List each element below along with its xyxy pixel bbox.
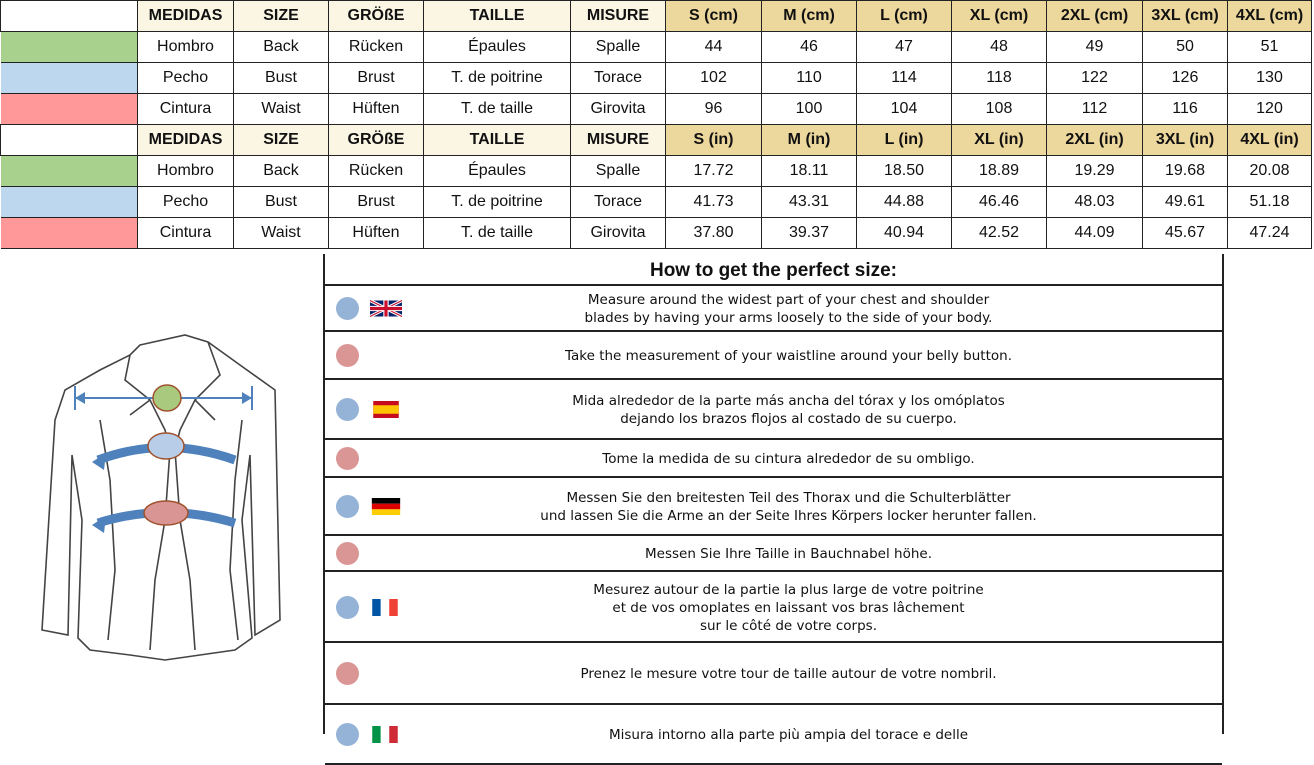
table-header-cell: S (cm)	[666, 1, 762, 32]
table-row	[1, 32, 1312, 63]
size-guide-panel	[323, 254, 1224, 743]
table-cell: Épaules	[424, 32, 571, 63]
table-cell: 18.50	[857, 156, 952, 187]
table-header-row	[1, 125, 1312, 156]
table-cell: 130	[1228, 63, 1312, 94]
table-header-cell: 2XL (cm)	[1047, 1, 1143, 32]
waist-dot-icon	[336, 344, 359, 367]
table-cell: Hüften	[329, 94, 424, 125]
table-cell: 102	[666, 63, 762, 94]
table-cell: 47	[857, 32, 952, 63]
table-cell: 116	[1143, 94, 1228, 125]
table-cell: 48.03	[1047, 187, 1143, 218]
table-cell: 118	[952, 63, 1047, 94]
table-cell: Spalle	[571, 32, 666, 63]
table-cell: 110	[762, 63, 857, 94]
guide-row	[325, 286, 1222, 332]
blank-cell	[1, 125, 138, 156]
table-cell: 49	[1047, 32, 1143, 63]
guide-instruction-text: Misura intorno alla parte più ampia del torace e delle	[608, 727, 969, 743]
table-header-cell: MISURE	[571, 125, 666, 156]
table-cell: 51	[1228, 32, 1312, 63]
color-swatch	[1, 94, 138, 125]
color-swatch	[1, 156, 138, 187]
table-cell: Waist	[234, 94, 329, 125]
table-cell: 50	[1143, 32, 1228, 63]
chest-dot-icon	[336, 297, 359, 320]
table-cell: Hombro	[138, 156, 234, 187]
table-header-cell: 2XL (in)	[1047, 125, 1143, 156]
table-header-cell: XL (cm)	[952, 1, 1047, 32]
color-swatch	[1, 218, 138, 249]
table-cell: 44	[666, 32, 762, 63]
table-header-cell: MISURE	[571, 1, 666, 32]
table-cell: 49.61	[1143, 187, 1228, 218]
table-cell: 47.24	[1228, 218, 1312, 249]
table-cell: 108	[952, 94, 1047, 125]
france-flag-icon	[370, 599, 402, 616]
table-row	[1, 63, 1312, 94]
italy-flag-icon	[370, 726, 402, 743]
table-cell: 42.52	[952, 218, 1047, 249]
table-cell: 41.73	[666, 187, 762, 218]
table-cell: Bust	[234, 187, 329, 218]
table-cell: Waist	[234, 218, 329, 249]
table-header-cell: 3XL (in)	[1143, 125, 1228, 156]
table-cell: 18.89	[952, 156, 1047, 187]
table-header-cell: L (cm)	[857, 1, 952, 32]
table-cell: T. de poitrine	[424, 187, 571, 218]
color-swatch	[1, 32, 138, 63]
guide-instruction-text: Tome la medida de su cintura alrededor de su ombligo.	[602, 451, 975, 467]
table-header-cell: MEDIDAS	[138, 1, 234, 32]
waist-dot-icon	[336, 542, 359, 565]
guide-row	[325, 440, 1222, 478]
table-row	[1, 156, 1312, 187]
table-cell: 19.68	[1143, 156, 1228, 187]
uk-flag-icon	[370, 300, 402, 317]
table-cell: Torace	[571, 187, 666, 218]
table-cell: T. de poitrine	[424, 63, 571, 94]
table-cell: 120	[1228, 94, 1312, 125]
table-header-cell: 4XL (cm)	[1228, 1, 1312, 32]
table-header-cell: TAILLE	[424, 125, 571, 156]
shoulder-marker	[153, 385, 181, 411]
guide-instruction-text: Mesurez autour de la partie la plus large de votre poitrine et de vos omoplates en laissant vos bras lâchement sur le côté de votre corps.	[593, 581, 984, 634]
guide-row	[325, 478, 1222, 536]
table-cell: T. de taille	[424, 94, 571, 125]
color-swatch	[1, 187, 138, 218]
guide-instruction-text: Prenez le mesure votre tour de taille autour de votre nombril.	[580, 666, 997, 682]
table-cell: Spalle	[571, 156, 666, 187]
table-cell: Pecho	[138, 63, 234, 94]
table-header-cell: 4XL (in)	[1228, 125, 1312, 156]
chest-dot-icon	[336, 596, 359, 619]
table-cell: 48	[952, 32, 1047, 63]
guide-instruction-text: Take the measurement of your waistline around your belly button.	[564, 348, 1013, 364]
table-cell: 17.72	[666, 156, 762, 187]
table-cell: 126	[1143, 63, 1228, 94]
table-header-cell: GRÖßE	[329, 1, 424, 32]
guide-row	[325, 380, 1222, 440]
table-header-cell: MEDIDAS	[138, 125, 234, 156]
table-cell: T. de taille	[424, 218, 571, 249]
table-cell: 96	[666, 94, 762, 125]
table-cell: Back	[234, 156, 329, 187]
spain-flag-icon	[370, 401, 402, 418]
guide-instruction-text: Mida alrededor de la parte más ancha del tórax y los omóplatos dejando los brazos flojos al costado de su cuerpo.	[572, 393, 1005, 427]
table-cell: Torace	[571, 63, 666, 94]
table-cell: 46	[762, 32, 857, 63]
table-header-cell: SIZE	[234, 1, 329, 32]
jacket-diagram	[30, 320, 320, 675]
guide-instruction-text: Measure around the widest part of your chest and shoulder blades by having your arms loosely to the side of your body.	[584, 292, 993, 326]
waist-dot-icon	[336, 447, 359, 470]
guide-row	[325, 536, 1222, 572]
table-cell: Girovita	[571, 94, 666, 125]
table-cell: Brust	[329, 187, 424, 218]
table-cell: Cintura	[138, 218, 234, 249]
table-header-cell: XL (in)	[952, 125, 1047, 156]
germany-flag-icon	[370, 498, 402, 515]
blank-cell	[1, 1, 138, 32]
table-row	[1, 94, 1312, 125]
chest-dot-icon	[336, 398, 359, 421]
table-header-cell: TAILLE	[424, 1, 571, 32]
table-cell: 39.37	[762, 218, 857, 249]
table-cell: Épaules	[424, 156, 571, 187]
chest-dot-icon	[336, 723, 359, 746]
table-cell: 44.88	[857, 187, 952, 218]
waist-marker	[144, 501, 188, 525]
table-cell: 114	[857, 63, 952, 94]
guide-row	[325, 572, 1222, 643]
table-cell: 104	[857, 94, 952, 125]
table-cell: Hombro	[138, 32, 234, 63]
waist-dot-icon	[336, 662, 359, 685]
table-cell: 46.46	[952, 187, 1047, 218]
table-cell: 20.08	[1228, 156, 1312, 187]
guide-row	[325, 332, 1222, 380]
table-cell: Girovita	[571, 218, 666, 249]
table-header-cell: M (cm)	[762, 1, 857, 32]
table-cell: 51.18	[1228, 187, 1312, 218]
table-header-row	[1, 1, 1312, 32]
table-cell: Rücken	[329, 32, 424, 63]
table-cell: Brust	[329, 63, 424, 94]
table-cell: Cintura	[138, 94, 234, 125]
table-cell: 40.94	[857, 218, 952, 249]
table-header-cell: L (in)	[857, 125, 952, 156]
table-cell: 43.31	[762, 187, 857, 218]
color-swatch	[1, 63, 138, 94]
table-cell: 44.09	[1047, 218, 1143, 249]
table-header-cell: M (in)	[762, 125, 857, 156]
guide-row	[325, 705, 1222, 765]
table-cell: 37.80	[666, 218, 762, 249]
table-cell: 112	[1047, 94, 1143, 125]
guide-instruction-text: Messen Sie Ihre Taille in Bauchnabel höhe.	[645, 546, 932, 562]
table-header-cell: GRÖßE	[329, 125, 424, 156]
table-cell: 122	[1047, 63, 1143, 94]
table-cell: Bust	[234, 63, 329, 94]
guide-row	[325, 643, 1222, 705]
table-cell: 19.29	[1047, 156, 1143, 187]
table-row	[1, 187, 1312, 218]
table-row	[1, 218, 1312, 249]
table-header-cell: S (in)	[666, 125, 762, 156]
table-cell: Rücken	[329, 156, 424, 187]
table-cell: Back	[234, 32, 329, 63]
chest-dot-icon	[336, 495, 359, 518]
jacket-outline	[42, 335, 280, 660]
table-cell: Pecho	[138, 187, 234, 218]
size-chart-table	[0, 0, 1312, 249]
table-cell: 18.11	[762, 156, 857, 187]
table-header-cell: 3XL (cm)	[1143, 1, 1228, 32]
table-header-cell: SIZE	[234, 125, 329, 156]
guide-title: How to get the perfect size:	[325, 254, 1222, 286]
table-cell: 45.67	[1143, 218, 1228, 249]
guide-instruction-text: Messen Sie den breitesten Teil des Thorax und die Schulterblätter und lassen Sie die Arme an der Seite Ihres Körpers locker herunter fallen.	[540, 490, 1037, 524]
table-cell: Hüften	[329, 218, 424, 249]
table-cell: 100	[762, 94, 857, 125]
chest-marker	[148, 433, 184, 459]
